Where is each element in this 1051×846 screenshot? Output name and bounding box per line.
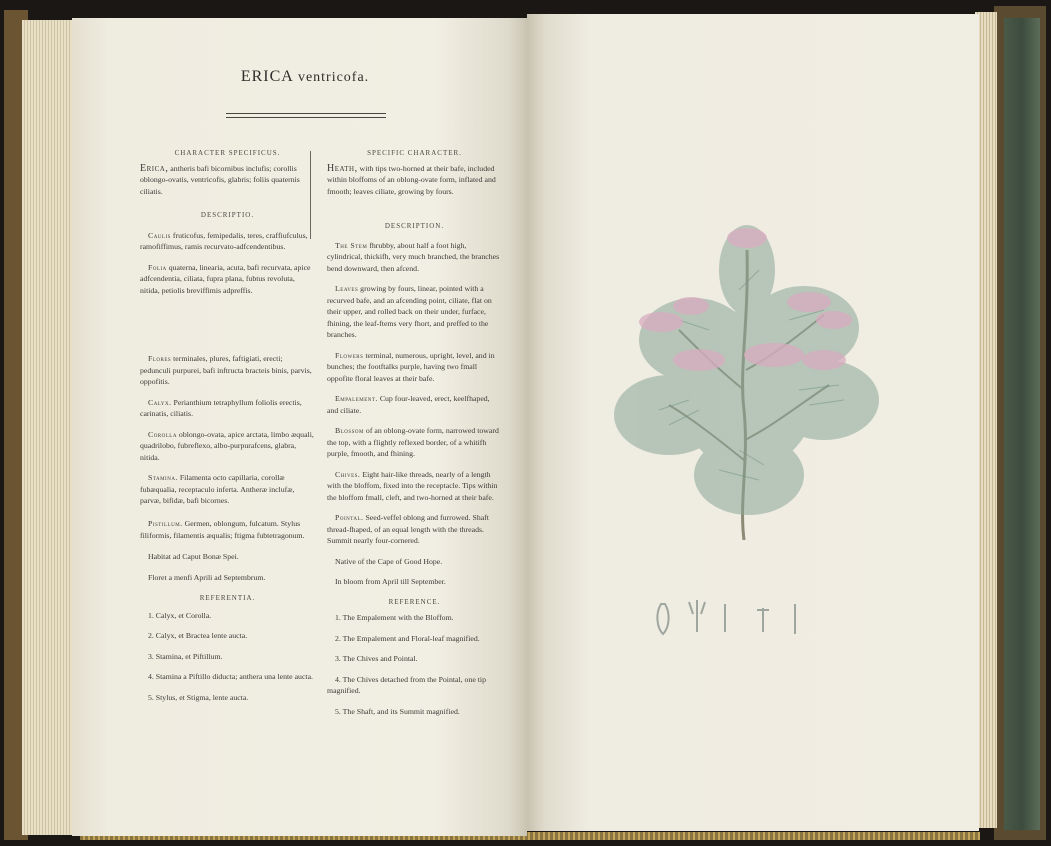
english-reference-heading: REFERENCE. bbox=[388, 597, 441, 606]
latin-pistillum: Pistillum. Germen, oblongum, fulcatum. Stylus filiformis, filamentis æqualis; ftigma fubtetragonum. bbox=[140, 519, 305, 540]
english-reference-item: 1. The Empalement with the Bloffom. bbox=[335, 613, 454, 622]
latin-reference-item: 3. Stamina, et Piftillum. bbox=[148, 651, 223, 661]
title-rule-bottom bbox=[226, 117, 386, 118]
latin-pistillum-block bbox=[140, 518, 315, 703]
english-bloom: In bloom from April till September. bbox=[335, 577, 446, 586]
english-character-heading: SPECIFIC CHARACTER. bbox=[367, 149, 462, 157]
figure-bractea bbox=[689, 600, 705, 632]
english-reference-item: 5. The Shaft, and its Summit magnified. bbox=[335, 706, 460, 716]
latin-character-text: Erica, antheris bafi bicornibus inclufis; corollis oblongo-ovatis, ventricofis, glabris; foliis quaternis ciliatis. bbox=[140, 162, 300, 196]
english-description bbox=[327, 221, 502, 717]
latin-flores: Flores terminales, plures, faftigiati, erecti; pedunculi purpurei, bafi inftructa bracteis binis, parvis, oppofitis. bbox=[140, 354, 312, 386]
latin-reference-item: 4. Stamina a Piftillo diducta; anthera una lente aucta. bbox=[148, 672, 313, 681]
latin-description-heading: DESCRIPTIO. bbox=[200, 211, 255, 219]
english-empalement: Empalement. Cup four-leaved, erect, keelfhaped, and ciliate. bbox=[327, 394, 490, 415]
latin-corolla: Corolla oblongo-ovata, apice arctata, limbo æquali, quadrilobo, fubreflexo, albo-purpurafcens, glabra, nitida. bbox=[140, 429, 314, 462]
english-column bbox=[327, 148, 502, 197]
figure-anther bbox=[757, 608, 769, 632]
title-rule-top bbox=[226, 113, 386, 114]
latin-references-heading: REFERENTIA. bbox=[199, 594, 256, 602]
english-reference-item: 4. The Chives detached from the Pointal, one tip magnified. bbox=[327, 674, 486, 695]
latin-floret: Floret a menfi Aprili ad Septembrum. bbox=[148, 572, 266, 582]
english-character-text: Heath, with tips two-horned at their bafe, included within bloffoms of an oblong-ovate form, inflated and fmooth; leaves ciliate, growing by fours. bbox=[327, 162, 496, 196]
latin-character-heading: CHARACTER SPECIFICUS. bbox=[174, 149, 281, 157]
latin-reference-item: 5. Stylus, et Stigma, lente aucta. bbox=[148, 692, 249, 702]
english-native: Native of the Cape of Good Hope. bbox=[335, 556, 443, 566]
latin-reference-item: 2. Calyx, et Bractea lente aucta. bbox=[148, 631, 248, 640]
plate-page bbox=[527, 14, 979, 831]
left-page-stack bbox=[22, 20, 78, 835]
title-species: ventricofa. bbox=[297, 70, 370, 85]
text-page bbox=[72, 18, 527, 836]
english-flowers: Flowers terminal, numerous, upright, level, and in bunches; the footftalks purple, having two fmall oppofite floral leaves at their bafe. bbox=[327, 350, 495, 383]
latin-flores-block bbox=[140, 353, 315, 507]
english-reference-item: 3. The Chives and Pointal. bbox=[335, 654, 418, 663]
latin-reference-item: 1. Calyx, et Corolla. bbox=[148, 610, 212, 620]
dissection-figures bbox=[651, 592, 811, 642]
english-leaves: Leaves growing by fours, linear, pointed with a recurved bafe, and an afcending point, ciliate, flat on their upper, and rolled back on their under, furface, fhining, the leaf-ftems very fhort, and preffed to the branches. bbox=[327, 284, 492, 339]
english-pointal: Pointal. Seed-veffel oblong and furrowed. Shaft thread-fhaped, of an equal length with the threads. Summit nearly four-cornered. bbox=[327, 513, 489, 545]
marbled-endpaper bbox=[1004, 18, 1040, 830]
english-blossom: Blossom of an oblong-ovate form, narrowed toward the top, with a flightly reflexed border, of a whitifh purple, fmooth, and fhining. bbox=[327, 426, 499, 458]
latin-habitat: Habitat ad Caput Bonæ Spei. bbox=[148, 552, 239, 561]
english-stem: The Stem fhrubby, about half a foot high, cylindrical, thickifh, very much branched, the branches bend downward, then afcend. bbox=[327, 240, 500, 273]
foliage bbox=[614, 225, 879, 515]
heath-illustration bbox=[599, 210, 889, 550]
latin-descriptio bbox=[140, 210, 315, 296]
latin-column bbox=[140, 148, 315, 197]
english-reference-item: 2. The Empalement and Floral-leaf magnified. bbox=[335, 633, 480, 643]
figure-calyx-corolla bbox=[657, 604, 668, 634]
english-description-heading: DESCRIPTION. bbox=[384, 222, 445, 230]
latin-calyx: Calyx. Perianthium tetraphyllum foliolis erectis, carinatis, ciliatis. bbox=[140, 397, 302, 418]
latin-caulis: Caulis fruticofus, femipedalis, teres, craffiufculus, ramofiffimus, ramis recurvato-adfcendentibus. bbox=[140, 230, 308, 251]
latin-stamina: Stamina. Filamenta octo capillaria, corollæ fubæqualia, receptaculo inferta. Antheræ inclufæ, parvæ, bifidæ, bafi bicornes. bbox=[140, 473, 295, 505]
latin-folia: Folia quaterna, linearia, acuta, bafi recurvata, apice adfcendentia, ciliata, fupra plana, fubtus revoluta, nitida, petiolis breviffimis adpreffis. bbox=[140, 262, 311, 295]
english-chives: Chives. Eight hair-like threads, nearly of a length with the bloffom, fixed into the receptacle. Tips within the bloffom fmall, cleft, and two-horned at their bafe. bbox=[327, 469, 498, 502]
title-genus: ERICA bbox=[240, 68, 293, 85]
page-title bbox=[170, 68, 440, 86]
